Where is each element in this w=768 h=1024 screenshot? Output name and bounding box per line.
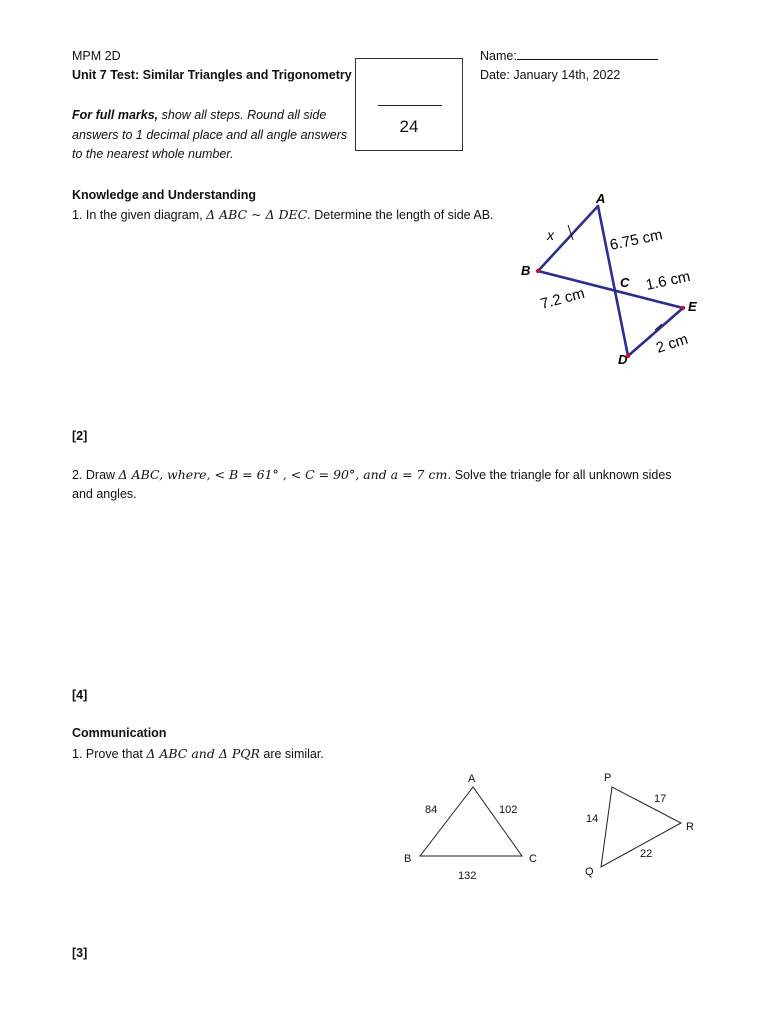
question-comm-1: [72, 744, 324, 764]
label-q: Q: [585, 866, 594, 878]
label-a: A: [468, 773, 476, 785]
marks-ku-1: [2]: [72, 429, 88, 443]
q1-suffix: Determine the length of side AB.: [310, 208, 494, 222]
vertex-label-d: D: [618, 352, 628, 367]
comm-q1-prefix: 1. Prove that: [72, 747, 147, 761]
question-ku-1: [72, 205, 494, 225]
side-label-bc: 7.2 cm: [538, 284, 587, 313]
q2-prefix: 2. Draw: [72, 468, 119, 482]
instructions-line1: show all steps. Round all side: [158, 108, 327, 122]
comm-q1-suffix: are similar.: [259, 747, 324, 761]
comm-q1-math: Δ ABC and Δ PQR: [146, 746, 260, 761]
similar-triangles-diagram: [510, 188, 710, 373]
marks-ku-2: [4]: [72, 688, 88, 702]
label-b: B: [404, 853, 412, 865]
label-qr: 22: [640, 848, 653, 860]
instructions: [72, 106, 347, 165]
name-blank: [517, 47, 658, 60]
vertex-label-c: C: [620, 275, 630, 290]
section-heading-comm: Communication: [72, 726, 167, 740]
q1-math: Δ ABC ~ Δ DEC.: [206, 207, 311, 222]
instructions-line2: answers to 1 decimal place and all angle answers: [72, 127, 348, 142]
name-field: [480, 47, 658, 66]
label-r: R: [686, 821, 694, 833]
score-total: 24: [399, 117, 419, 136]
q2-line2: and angles.: [72, 487, 137, 501]
course-code: MPM 2D: [72, 49, 121, 63]
label-c: C: [529, 853, 537, 865]
label-bc: 132: [458, 870, 477, 882]
name-label: Name:: [480, 49, 517, 63]
vertex-label-a: A: [596, 191, 606, 206]
q2-math: Δ ABC, where, < B = 61° , < C = 90°, and a = 7 cm.: [118, 467, 452, 482]
label-pr: 17: [654, 793, 667, 805]
label-ac: 102: [499, 804, 518, 816]
vertex-label-e: E: [688, 299, 697, 314]
section-heading-ku: Knowledge and Understanding: [72, 188, 257, 202]
side-label-x: x: [547, 227, 554, 243]
side-label-ce: 1.6 cm: [644, 267, 692, 294]
vertex-label-b: B: [521, 263, 531, 278]
score-box: [355, 58, 463, 151]
instructions-line3: to the nearest whole number.: [72, 147, 234, 161]
test-title: Unit 7 Test: Similar Triangles and Trigonometry: [72, 68, 352, 82]
date-label: Date: January 14th, 2022: [480, 68, 621, 82]
similar-triangles-comm-diagram: [395, 765, 705, 885]
side-label-de: 2 cm: [653, 330, 691, 357]
side-label-ac: 6.75 cm: [608, 226, 665, 254]
label-pq: 14: [586, 813, 599, 825]
label-ab: 84: [425, 804, 438, 816]
label-p: P: [604, 772, 612, 784]
question-ku-2: [72, 465, 672, 485]
q2-suffix: Solve the triangle for all unknown sides: [451, 468, 672, 482]
q1-prefix: 1. In the given diagram,: [72, 208, 207, 222]
triangle-abc: [420, 787, 522, 856]
score-line: [378, 105, 442, 106]
instructions-lead: For full marks,: [72, 108, 159, 122]
marks-comm-1: [3]: [72, 946, 88, 960]
